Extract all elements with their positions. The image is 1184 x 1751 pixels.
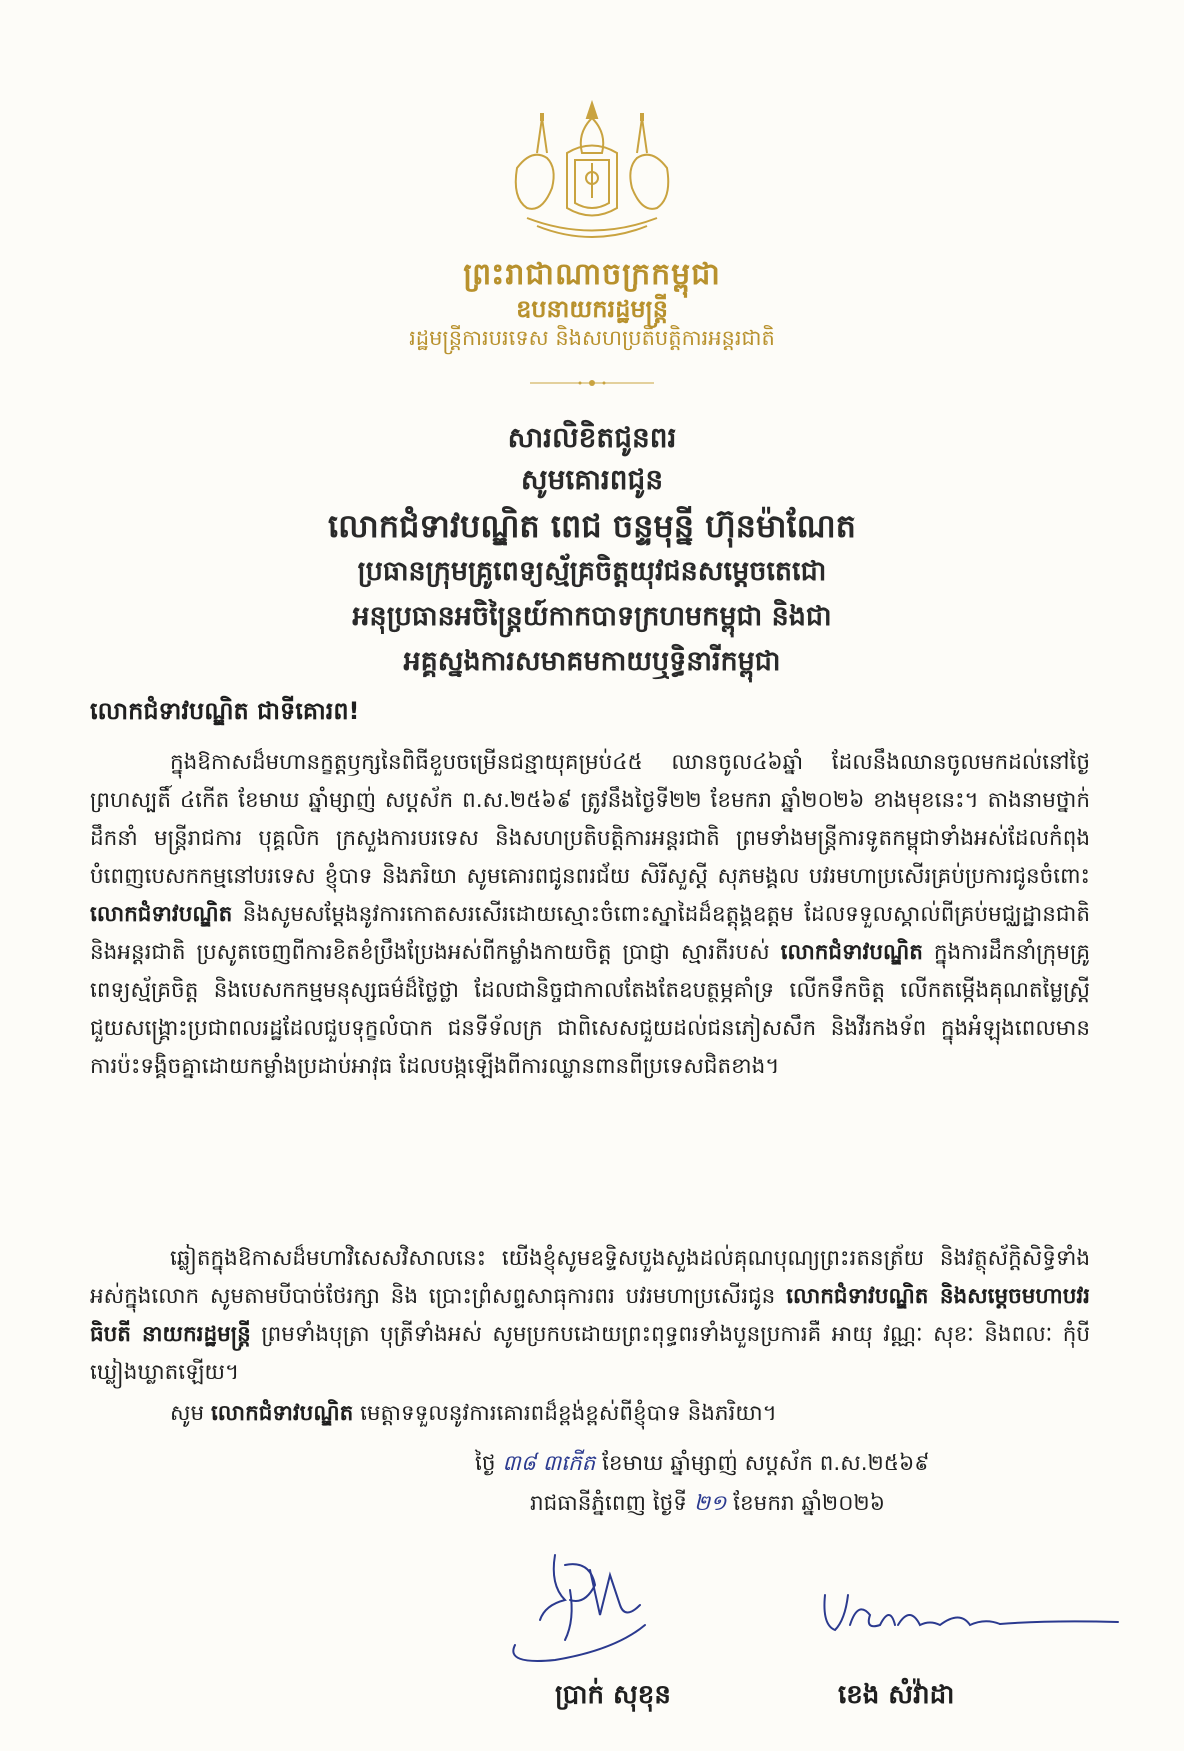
solar-date	[530, 1490, 885, 1521]
honorific-bold: លោកជំទាវបណ្ឌិត	[210, 1401, 354, 1426]
body-paragraph-1	[90, 744, 1090, 1086]
handwritten-solar-day: ២១	[693, 1491, 727, 1516]
ornament-divider	[530, 378, 654, 388]
paragraph-text: សូម	[170, 1401, 205, 1426]
paragraph-text: មេត្តាទទួលនូវការគោរពដ៏ខ្ពង់ខ្ពស់ពីខ្ញុំបាទ និងភរិយា។	[360, 1401, 777, 1426]
honorific-bold: លោកជំទាវបណ្ឌិត	[780, 940, 923, 965]
paragraph-text: ក្នុងឱកាសដ៏មហានក្ខត្តឫក្សនៃពិធីខួបចម្រើនជន្មាយុគម្រប់៤៥ ឈានចូល៤៦ឆ្នាំ ដែលនឹងឈានចូលមកដល់នៅថ្ងៃព្រហស្បតិ៍ ៤កើត ខែមាឃ ឆ្នាំម្សាញ់ សប្តស័ក ព.ស.២៥៦៩ ត្រូវនឹងថ្ងៃទី២២ ខែមករា ឆ្នាំ២០២៦ ខាងមុខនេះ។ តាងនាមថ្នាក់ដឹកនាំ មន្ត្រីរាជការ បុគ្គលិក ក្រសួងការបរទេស និងសហប្រតិបត្តិការអន្តរជាតិ ព្រមទាំងមន្ត្រីការទូតកម្ពុជាទាំងអស់ដែលកំពុងបំពេញបេសកកម្មនៅបរទេស ខ្ញុំបាទ និងភរិយា សូមគោរពជូនពរជ័យ សិរីសួស្តី សុភមង្គល បវរមហាប្រសើរគ្រប់ប្រការជូនចំពោះ	[90, 750, 1090, 889]
solar-prefix: រាជធានីភ្នំពេញ ថ្ងៃទី	[530, 1491, 687, 1516]
honorific-bold: លោកជំទាវបណ្ឌិត	[90, 902, 233, 927]
paragraph-text: ក្នុងការដឹកនាំក្រុមគ្រូពេទ្យស្ម័គ្រចិត្ត និងបេសកកម្មមនុស្សធម៌ដ៏ថ្លៃថ្លា ដែលជានិច្ចជាកាលតែងតែឧបត្ថម្ភគាំទ្រ លើកទឹកចិត្ត លើកតម្កើងគុណតម្លៃស្ត្រី ជួយសង្គ្រោះប្រជាពលរដ្ឋដែលជួបទុក្ខលំបាក ជនទីទ័លក្រ ជាពិសេសជួយដល់ជនភៀសសឹក និងវីរកងទ័ព ក្នុងអំឡុងពេលមានការប៉ះទង្គិចគ្នាដោយកម្លាំងប្រដាប់អាវុធ ដែលបង្កឡើងពីការឈ្លានពានពីប្រទេសជិតខាង។	[90, 940, 1090, 1079]
office-title: ឧបនាយករដ្ឋមន្ត្រី	[516, 295, 668, 323]
salutation: សូមគោរពជូន	[520, 463, 664, 496]
recipient-role-3: អគ្គស្នងការសមាគមកាយឬទ្ធិនារីកម្ពុជា	[403, 646, 781, 677]
closing-paragraph	[170, 1395, 1090, 1433]
paragraph-text: ឆ្លៀតក្នុងឱកាសដ៏មហាវិសេសវិសាលនេះ យើងខ្ញុំសូមឧទ្ទិសបួងសួងដល់គុណបុណ្យព្រះរតនត្រ័យ និងវត្ថុស័ក្តិសិទ្ធិទាំងអស់ក្នុងលោក សូមតាមបីបាច់ថែរក្សា និង ប្រោះព្រំសព្ទសាធុការពរ បវរមហាប្រសើរជូន	[90, 1246, 1090, 1309]
body-paragraph-2	[90, 1240, 1090, 1392]
signature-scribble-icon	[820, 1580, 1120, 1650]
recipient-name: លោកជំទាវបណ្ឌិត ពេជ ចន្ទមុន្នី ហ៊ុនម៉ាណែត	[328, 507, 856, 545]
signature-scribble-icon	[495, 1545, 665, 1670]
signatory-name-1: ប្រាក់ សុខុន	[555, 1680, 671, 1710]
royal-crest-icon	[497, 98, 687, 248]
ministry-title: រដ្ឋមន្ត្រីការបរទេស និងសហប្រតិបត្តិការអន្តរជាតិ	[409, 326, 775, 350]
solar-suffix: ខែមករា ឆ្នាំ២០២៦	[733, 1491, 885, 1516]
lunar-suffix: ខែមាឃ ឆ្នាំម្សាញ់ សប្តស័ក ព.ស.២៥៦៩	[602, 1451, 930, 1476]
honorific-bold: លោកជំទាវបណ្ឌិត និងសម្តេចមហាបវរធិបតី នាយករដ្ឋមន្ត្រី	[90, 1284, 1090, 1347]
letter-title: សារលិខិតជូនពរ	[507, 421, 677, 454]
recipient-role-2: អនុប្រធានអចិន្ត្រៃយ៍កាកបាទក្រហមកម្ពុជា និងជា	[352, 601, 832, 632]
lunar-date	[475, 1450, 929, 1481]
paragraph-text: ព្រមទាំងបុត្រា បុត្រីទាំងអស់ សូមប្រកបដោយព្រះពុទ្ធពរទាំងបួនប្រការគឺ អាយុ វណ្ណៈ សុខៈ និងពលៈ កុំបីឃ្លៀងឃ្លាតឡើយ។	[90, 1322, 1090, 1385]
paragraph-text: និងសូមសម្តែងនូវការកោតសរសើរដោយស្មោះចំពោះស្នាដៃដ៏ឧត្តុង្គឧត្តម ដែលទទួលស្គាល់ពីគ្រប់មជ្ឈដ្ឋានជាតិ និងអន្តរជាតិ ប្រសូតចេញពីការខិតខំប្រឹងប្រែងអស់ពីកម្លាំងកាយចិត្ត ប្រាជ្ញា ស្មារតីរបស់	[90, 902, 1090, 965]
lunar-prefix: ថ្ងៃ	[475, 1451, 496, 1476]
kingdom-name: ព្រះរាជាណាចក្រកម្ពុជា	[463, 257, 721, 292]
handwritten-lunar-day: ៣៨ ៣កើត	[502, 1451, 596, 1476]
greeting: លោកជំទាវបណ្ឌិត ជាទីគោរព!	[90, 697, 360, 725]
recipient-role-1: ប្រធានក្រុមគ្រូពេទ្យស្ម័គ្រចិត្តយុវជនសម្តេចតេជោ	[357, 556, 827, 587]
signatory-name-2: ខេង សំវ៉ាដា	[838, 1680, 955, 1710]
